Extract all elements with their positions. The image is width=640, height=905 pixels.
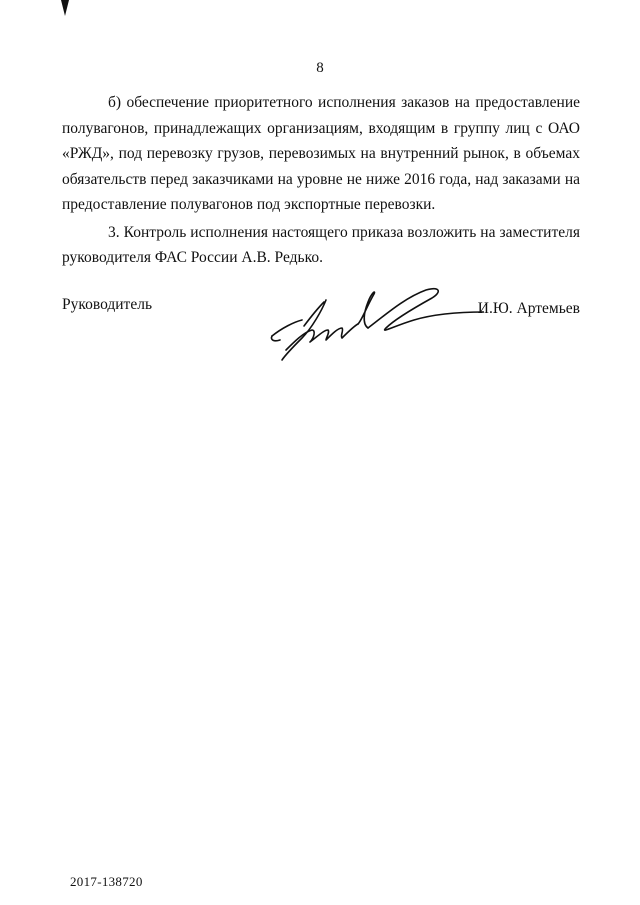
- paragraph-line: полувагонов, принадлежащих организациям, входящим в группу лиц с ОАО: [62, 119, 580, 137]
- paragraph-line: руководителя ФАС России А.В. Редько.: [62, 249, 323, 266]
- paragraph-b: [62, 90, 580, 218]
- paragraph-line: предоставление полувагонов под экспортные перевозки.: [62, 196, 436, 213]
- signer-name: И.Ю. Артемьев: [477, 300, 580, 317]
- scan-mark: [60, 0, 70, 16]
- paragraph-3: [62, 220, 580, 271]
- paragraph-line: обязательств перед заказчиками на уровне не ниже 2016 года, над заказами на: [62, 170, 580, 188]
- document-body: [62, 90, 580, 273]
- signer-title: Руководитель: [62, 296, 153, 313]
- paragraph-line: 3. Контроль исполнения настоящего приказа возложить на заместителя: [108, 223, 580, 241]
- document-id: 2017-138720: [70, 874, 143, 889]
- paragraph-line: б) обеспечение приоритетного исполнения заказов на предоставление: [108, 94, 580, 111]
- signature-block: [62, 280, 582, 380]
- handwritten-signature: [264, 280, 484, 370]
- page-number: 8: [316, 60, 324, 76]
- paragraph-line: «РЖД», под перевозку грузов, перевозимых на внутренний рынок, в объемах: [62, 145, 580, 162]
